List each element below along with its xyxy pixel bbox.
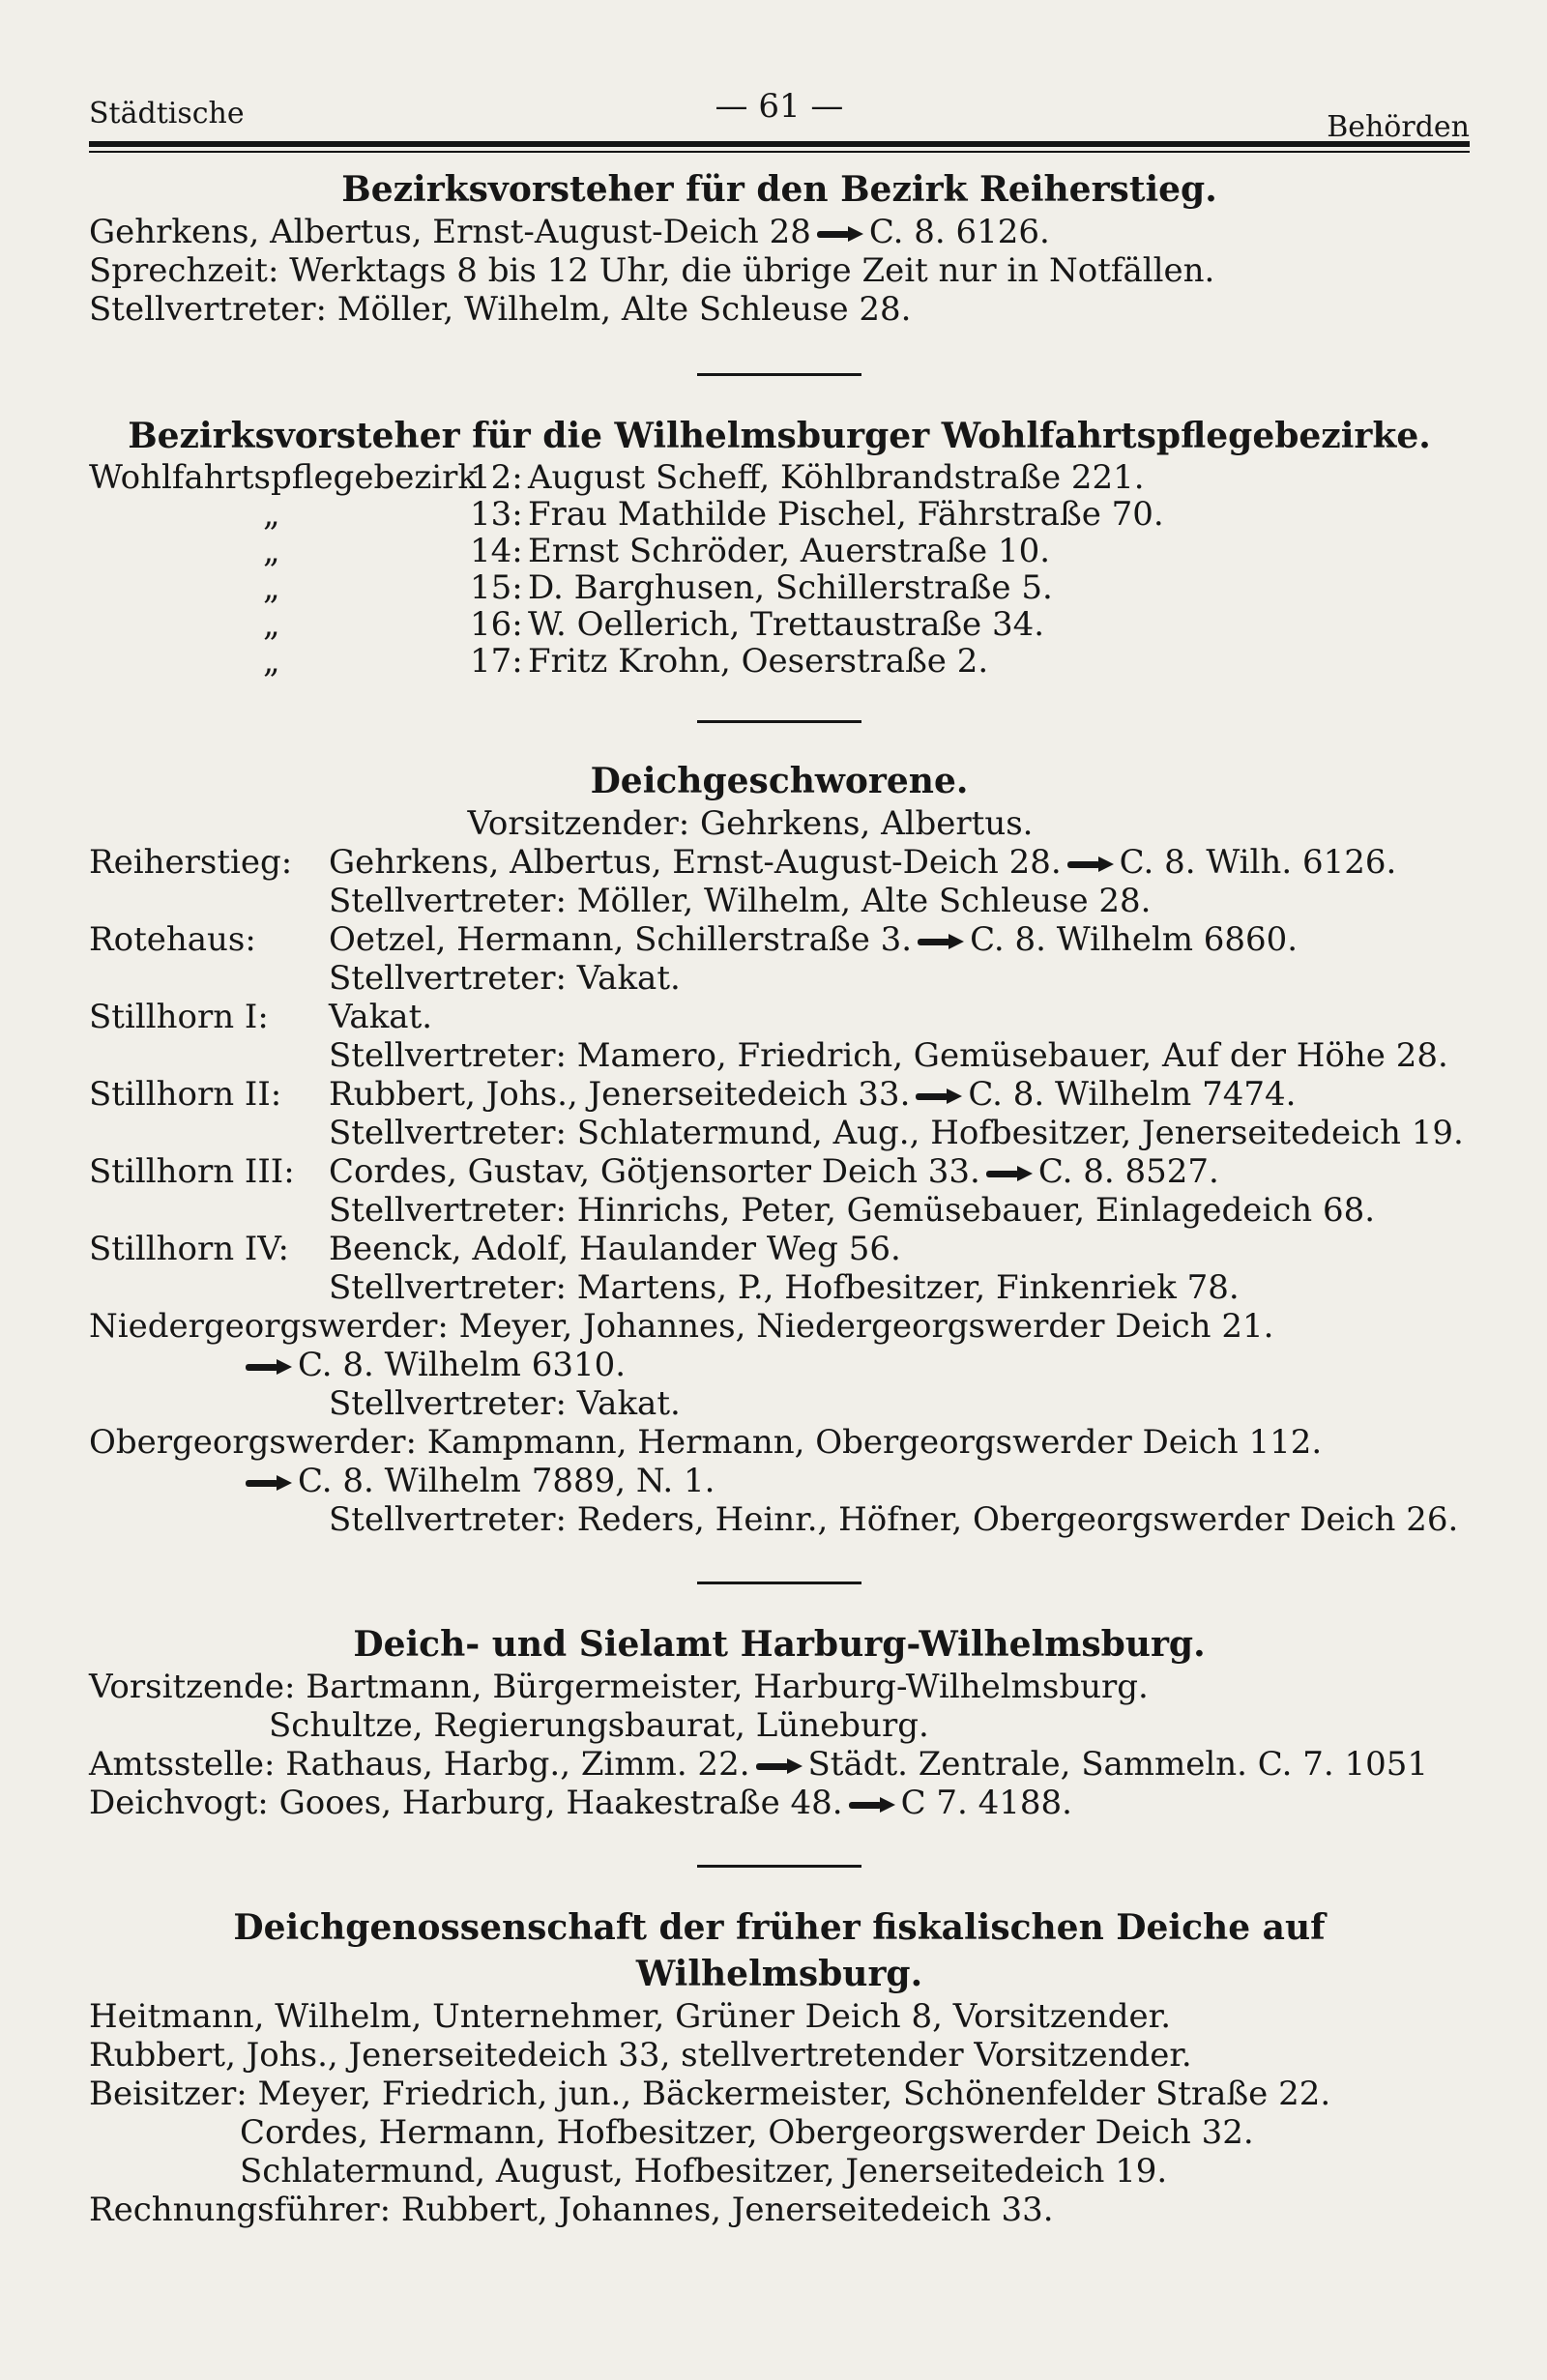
header-rule — [89, 141, 1470, 147]
section-title: Deichgeschworene. — [590, 761, 969, 801]
text-line — [89, 1745, 1470, 1784]
entry-label: Stillhorn III: — [89, 1152, 295, 1191]
list-item — [89, 569, 1470, 606]
header-right: Behörden — [1327, 110, 1470, 144]
district-text: W. Oellerich, Trettaustraße 34. — [528, 605, 1045, 644]
deputy-line: Stellvertreter: Reders, Heinr., Höfner, Obergeorgswerder Deich 26. — [329, 1500, 1459, 1539]
list-item — [89, 643, 1470, 680]
text-line: Schlatermund, August, Hofbesitzer, Jenerseitedeich 19. — [240, 2152, 1168, 2191]
ditto-mark: „ — [263, 532, 280, 570]
section-separator — [697, 720, 861, 723]
section-separator — [697, 1865, 861, 1868]
phone-number: C. 8. Wilhelm 7474. — [968, 1075, 1297, 1114]
text-line: Beisitzer: Meyer, Friedrich, jun., Bäckermeister, Schönenfelder Straße 22. — [89, 2075, 1331, 2113]
text-line: Rechnungsführer: Rubbert, Johannes, Jenerseitedeich 33. — [89, 2191, 1054, 2229]
section-deich-sielamt — [89, 1621, 1470, 1822]
ditto-mark: „ — [263, 495, 280, 534]
telephone-icon — [246, 1361, 292, 1373]
section-reiherstieg — [89, 166, 1470, 329]
telephone-icon — [246, 1477, 292, 1489]
district-text: August Scheff, Köhlbrandstraße 221. — [528, 458, 1145, 497]
text-line: Sprechzeit: Werktags 8 bis 12 Uhr, die übrige Zeit nur in Notfällen. — [89, 251, 1215, 290]
entry-label: Rotehaus: — [89, 920, 256, 959]
district-number: 15: — [470, 568, 523, 607]
page-header — [89, 87, 1470, 144]
phone-number: C. 8. Wilhelm 6310. — [298, 1346, 627, 1384]
list-item — [89, 606, 1470, 643]
phone-line — [89, 1346, 1470, 1384]
entry-row: Niedergeorgswerder: Meyer, Johannes, Niedergeorgswerder Deich 21. — [89, 1307, 1274, 1346]
district-number: 17: — [470, 642, 523, 681]
ditto-mark: „ — [263, 605, 280, 644]
list-item — [89, 459, 1470, 496]
entry-value — [329, 1075, 1296, 1114]
text-line: Cordes, Hermann, Hofbesitzer, Obergeorgswerder Deich 32. — [240, 2113, 1254, 2152]
telephone-icon — [986, 1168, 1033, 1179]
telephone-icon — [756, 1760, 803, 1772]
deputy-line: Stellvertreter: Vakat. — [329, 959, 681, 998]
section-deichgenossenschaft — [89, 1904, 1470, 2229]
entry-label: Stillhorn IV: — [89, 1230, 289, 1268]
deputy-line: Stellvertreter: Martens, P., Hofbesitzer, Finkenriek 78. — [329, 1268, 1240, 1307]
section-title: Deichgenossenschaft der früher fiskalischen Deiche auf Wilhelmsburg. — [233, 1907, 1326, 1994]
entry-value — [329, 1152, 1219, 1191]
district-number: 14: — [470, 532, 523, 570]
section-title: Bezirksvorsteher für die Wilhelmsburger Wohlfahrtspflegebezirke. — [128, 416, 1431, 456]
text-line — [89, 213, 1470, 251]
phone-number: C. 8. 8527. — [1037, 1152, 1219, 1191]
header-left: Städtische — [89, 97, 245, 131]
telephone-icon — [817, 228, 863, 240]
entry-label: Stillhorn II: — [89, 1075, 282, 1114]
district-number: 12: — [470, 458, 523, 497]
entry-row — [89, 843, 1470, 882]
telephone-icon — [918, 936, 964, 947]
text-line: Stellvertreter: Möller, Wilhelm, Alte Schleuse 28. — [89, 290, 912, 329]
district-text: Fritz Krohn, Oeserstraße 2. — [528, 642, 989, 681]
deputy-line: Stellvertreter: Mamero, Friedrich, Gemüsebauer, Auf der Höhe 28. — [329, 1036, 1448, 1075]
page-number: — 61 — — [715, 87, 844, 126]
entry-value: Vakat. — [329, 998, 433, 1036]
entry-row — [89, 1230, 1470, 1268]
text-span: Gehrkens, Albertus, Ernst-August-Deich 28 — [89, 213, 811, 251]
text-line: Heitmann, Wilhelm, Unternehmer, Grüner Deich 8, Vorsitzender. — [89, 1997, 1171, 2036]
phone-number: C. 8. Wilh. 6126. — [1119, 843, 1397, 882]
section-separator — [697, 373, 861, 376]
telephone-icon — [916, 1090, 962, 1102]
text-line: Schultze, Regierungsbaurat, Lüneburg. — [269, 1706, 929, 1745]
telephone-icon — [849, 1799, 895, 1811]
chair-line: Vorsitzender: Gehrkens, Albertus. — [467, 804, 1034, 843]
district-number: 13: — [470, 495, 523, 534]
text-span: Cordes, Gustav, Götjensorter Deich 33. — [329, 1152, 980, 1191]
text-line — [89, 1784, 1470, 1822]
text-span: Deichvogt: Gooes, Harburg, Haakestraße 48. — [89, 1784, 843, 1822]
ditto-mark: „ — [263, 642, 280, 681]
telephone-icon — [1067, 858, 1114, 870]
district-text: Frau Mathilde Pischel, Fährstraße 70. — [528, 495, 1164, 534]
entry-row — [89, 1152, 1470, 1191]
ditto-mark: „ — [263, 568, 280, 607]
entry-value — [329, 843, 1396, 882]
text-line: Rubbert, Johs., Jenerseitedeich 33, stellvertretender Vorsitzender. — [89, 2036, 1192, 2075]
entry-label: Stillhorn I: — [89, 998, 269, 1036]
section-title: Bezirksvorsteher für den Bezirk Reiherstieg. — [341, 169, 1217, 210]
phone-number: Städt. Zentrale, Sammeln. C. 7. 1051 — [807, 1745, 1428, 1784]
text-span: Rubbert, Johs., Jenerseitedeich 33. — [329, 1075, 911, 1114]
text-span: Amtsstelle: Rathaus, Harbg., Zimm. 22. — [89, 1745, 750, 1784]
entry-value: Beenck, Adolf, Haulander Weg 56. — [329, 1230, 901, 1268]
district-label: Wohlfahrtspflegebezirk — [89, 458, 478, 497]
deputy-line: Stellvertreter: Vakat. — [329, 1384, 681, 1423]
text-span: Gehrkens, Albertus, Ernst-August-Deich 28. — [329, 843, 1062, 882]
deputy-line: Stellvertreter: Hinrichs, Peter, Gemüsebauer, Einlagedeich 68. — [329, 1191, 1376, 1230]
list-item — [89, 533, 1470, 569]
deputy-line: Stellvertreter: Möller, Wilhelm, Alte Schleuse 28. — [329, 882, 1152, 920]
list-item — [89, 496, 1470, 533]
phone-number: C 7. 4188. — [900, 1784, 1072, 1822]
deputy-line: Stellvertreter: Schlatermund, Aug., Hofbesitzer, Jenerseitedeich 19. — [329, 1114, 1464, 1152]
entry-row — [89, 920, 1470, 959]
text-line: Vorsitzende: Bartmann, Bürgermeister, Harburg-Wilhelmsburg. — [89, 1668, 1149, 1706]
entry-row: Obergeorgswerder: Kampmann, Hermann, Obergeorgswerder Deich 112. — [89, 1423, 1323, 1462]
section-deichgeschworene — [89, 758, 1470, 1539]
text-span: Oetzel, Hermann, Schillerstraße 3. — [329, 920, 913, 959]
phone-number: C. 8. Wilhelm 6860. — [970, 920, 1299, 959]
header-rule-thin — [89, 151, 1470, 153]
phone-number: C. 8. Wilhelm 7889, N. 1. — [298, 1462, 715, 1500]
phone-number: C. 8. 6126. — [868, 213, 1050, 251]
entry-value — [329, 920, 1298, 959]
phone-line — [89, 1462, 1470, 1500]
district-number: 16: — [470, 605, 523, 644]
district-text: D. Barghusen, Schillerstraße 5. — [528, 568, 1053, 607]
entry-label: Reiherstieg: — [89, 843, 293, 882]
entry-row — [89, 1075, 1470, 1114]
section-wohlfahrt — [89, 413, 1470, 680]
section-separator — [697, 1582, 861, 1584]
section-title: Deich- und Sielamt Harburg-Wilhelmsburg. — [353, 1624, 1206, 1665]
entry-row — [89, 998, 1470, 1036]
district-text: Ernst Schröder, Auerstraße 10. — [528, 532, 1051, 570]
